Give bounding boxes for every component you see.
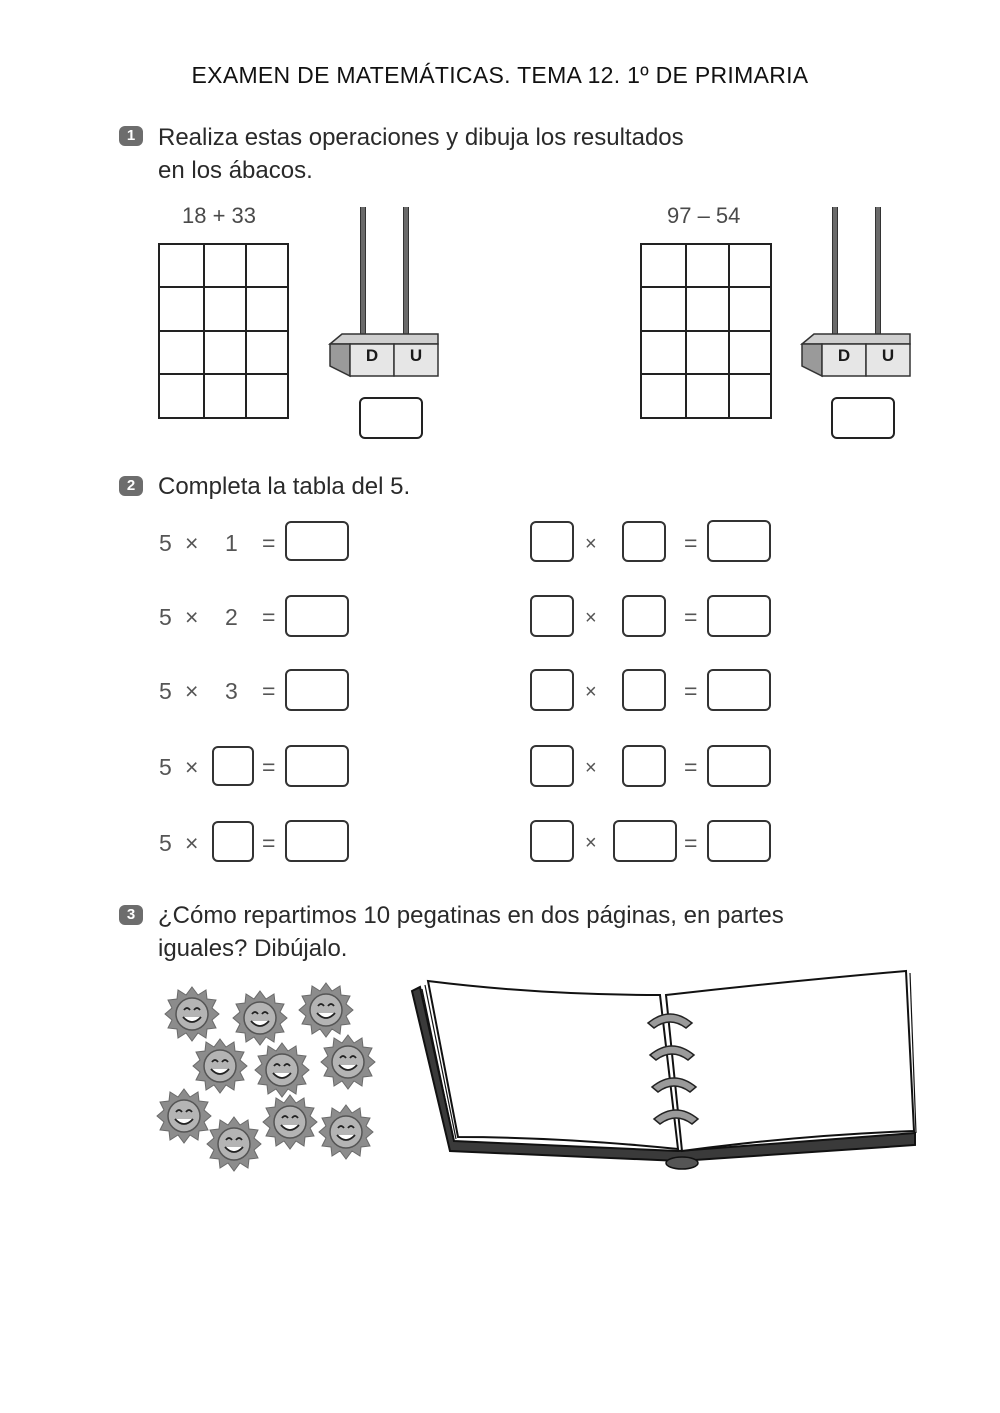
factor-input[interactable] [212, 821, 254, 862]
factor-a: 5 [159, 530, 172, 556]
abacus-right-tens-label: D [837, 346, 851, 365]
sun-icon [299, 983, 353, 1037]
question-1-line-1: Realiza estas operaciones y dibuja los resultados [158, 124, 684, 151]
abacus-left-answer-box[interactable] [359, 397, 423, 439]
abacus-right-units-label: U [881, 346, 895, 365]
times-sign: × [585, 607, 597, 629]
product-input[interactable] [707, 520, 771, 562]
factor-a: 5 [159, 678, 172, 704]
question-3-line-2: iguales? Dibújalo. [158, 935, 348, 962]
product-input[interactable] [707, 669, 771, 711]
equals-sign: = [262, 830, 276, 856]
calculation-grid-left[interactable] [158, 243, 289, 419]
equals-sign: = [684, 678, 698, 704]
product-input[interactable] [285, 521, 349, 561]
factor-input[interactable] [530, 669, 574, 711]
equals-sign: = [684, 604, 698, 630]
factor-input[interactable] [622, 595, 666, 637]
abacus-left-units-label: U [409, 346, 423, 365]
factor-input[interactable] [530, 745, 574, 787]
question-3-line-1: ¿Cómo repartimos 10 pegatinas en dos páginas, en partes [158, 902, 784, 929]
abacus-right-units-rod[interactable] [875, 207, 881, 337]
sun-icon [263, 1095, 317, 1149]
equals-sign: = [262, 530, 276, 556]
sun-icon [157, 1089, 211, 1143]
factor-input[interactable] [622, 521, 666, 562]
question-1-text [158, 121, 684, 187]
product-input[interactable] [707, 595, 771, 637]
factor-a: 5 [159, 830, 172, 856]
equals-sign: = [262, 678, 276, 704]
question-number-1: 1 [119, 126, 143, 146]
operation-left: 18 + 33 [182, 203, 257, 228]
abacus-left-units-rod[interactable] [403, 207, 409, 337]
factor-input[interactable] [613, 820, 677, 862]
product-input[interactable] [285, 745, 349, 787]
notebook-illustration[interactable] [410, 965, 920, 1175]
question-number-2: 2 [119, 476, 143, 496]
equals-sign: = [262, 604, 276, 630]
sun-icon [165, 987, 219, 1041]
times-sign: × [585, 832, 597, 854]
factor-input[interactable] [530, 595, 574, 637]
times-sign: × [185, 604, 199, 630]
calculation-grid-right[interactable] [640, 243, 772, 419]
product-input[interactable] [285, 669, 349, 711]
equals-sign: = [684, 754, 698, 780]
factor-b: 2 [225, 604, 238, 630]
question-2-text: Completa la tabla del 5. [158, 473, 411, 500]
times-sign: × [185, 754, 199, 780]
factor-b: 1 [225, 530, 238, 556]
factor-input[interactable] [622, 745, 666, 787]
stickers-group [150, 980, 390, 1180]
times-sign: × [585, 533, 597, 555]
sun-icon [321, 1035, 375, 1089]
question-3-text [158, 899, 784, 965]
factor-input[interactable] [530, 820, 574, 862]
abacus-right-answer-box[interactable] [831, 397, 895, 439]
times-sign: × [585, 757, 597, 779]
sun-icon [193, 1039, 247, 1093]
product-input[interactable] [285, 820, 349, 862]
operation-right: 97 – 54 [667, 203, 741, 228]
product-input[interactable] [285, 595, 349, 637]
page-title: EXAMEN DE MATEMÁTICAS. TEMA 12. 1º DE PRIMARIA [191, 62, 809, 88]
sun-icon [255, 1043, 309, 1097]
abacus-left-tens-label: D [365, 346, 379, 365]
equals-sign: = [262, 754, 276, 780]
times-sign: × [185, 678, 199, 704]
factor-input[interactable] [622, 669, 666, 711]
times-sign: × [185, 530, 199, 556]
times-sign: × [185, 830, 199, 856]
sun-icon [233, 991, 287, 1045]
factor-input[interactable] [530, 521, 574, 562]
abacus-left-tens-rod[interactable] [360, 207, 366, 337]
question-1-line-2: en los ábacos. [158, 157, 313, 184]
factor-a: 5 [159, 754, 172, 780]
factor-b: 3 [225, 678, 238, 704]
sun-icon [319, 1105, 373, 1159]
factor-a: 5 [159, 604, 172, 630]
abacus-right-tens-rod[interactable] [832, 207, 838, 337]
sun-icon [207, 1117, 261, 1171]
product-input[interactable] [707, 820, 771, 862]
equals-sign: = [684, 830, 698, 856]
product-input[interactable] [707, 745, 771, 787]
times-sign: × [585, 681, 597, 703]
equals-sign: = [684, 530, 698, 556]
question-number-3: 3 [119, 905, 143, 925]
factor-input[interactable] [212, 746, 254, 786]
